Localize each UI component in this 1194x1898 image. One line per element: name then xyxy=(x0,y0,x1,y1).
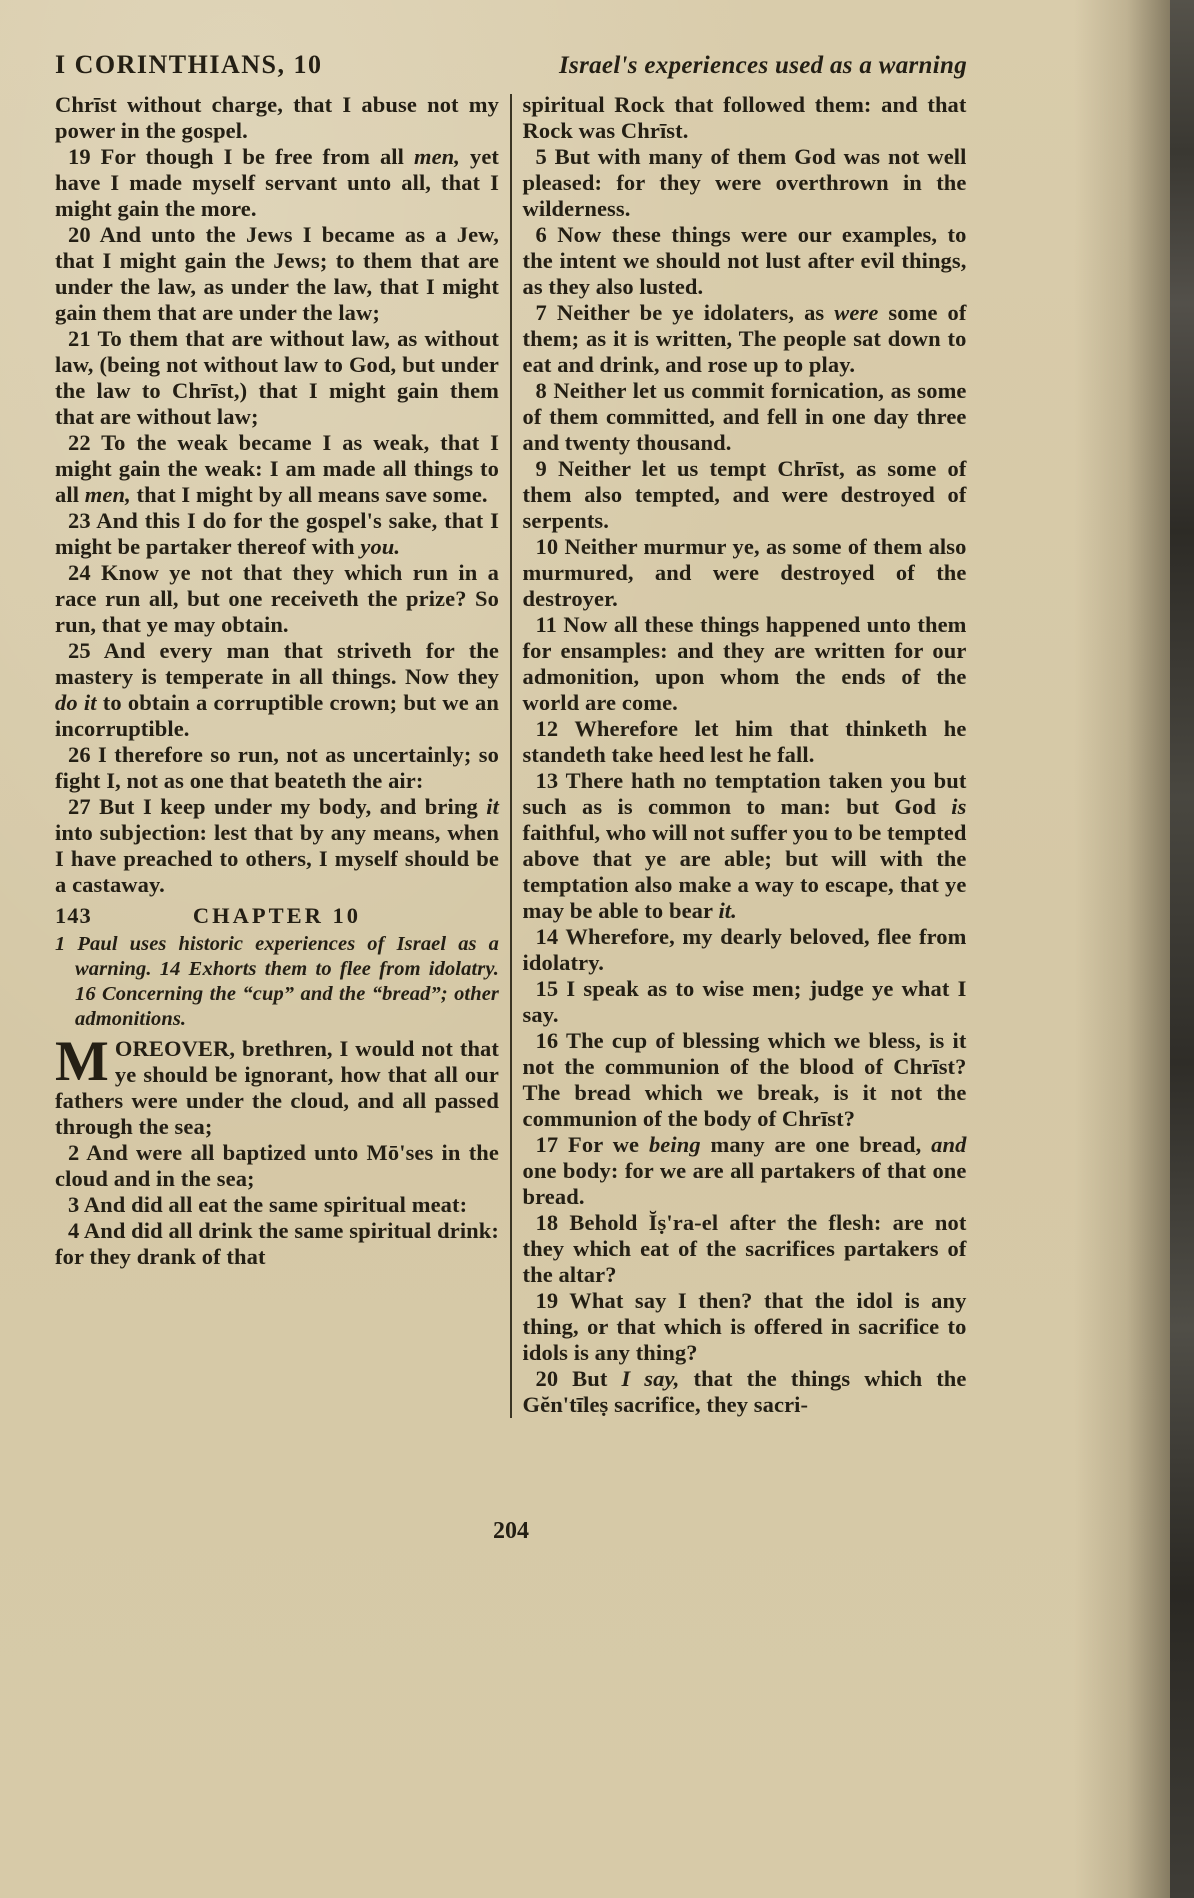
text-run: being xyxy=(648,1132,701,1157)
text-run: 3 And did all eat the same spiritual meat: xyxy=(68,1192,468,1217)
text-run: 12 Wherefore let him that thinketh he standeth take heed lest he fall. xyxy=(522,716,967,767)
verse-paragraph xyxy=(55,638,499,742)
verse-paragraph xyxy=(523,1028,967,1132)
text-run: 9 Neither let us tempt Chrīst, as some of them also tempted, and were destroyed of serpents. xyxy=(522,456,967,533)
verse-paragraph xyxy=(523,456,967,534)
verse-paragraph xyxy=(523,1288,967,1366)
text-run: 25 And every man that striveth for the mastery is temperate in all things. Now they xyxy=(55,638,499,689)
text-run: 18 Behold Ĭṣ'ra-el after the flesh: are not they which eat of the sacrifices partakers of the altar? xyxy=(522,1210,967,1287)
page-curl-shadow xyxy=(1074,0,1170,1898)
left-column xyxy=(55,92,499,1418)
text-run: do it xyxy=(55,690,97,715)
text-run: 4 And did all drink the same spiritual drink: for they drank of that xyxy=(55,1218,499,1269)
verse-paragraph xyxy=(523,534,967,612)
verse-paragraph xyxy=(523,1366,967,1418)
text-run: yet have I made myself servant unto all, that I might gain the more. xyxy=(55,144,499,221)
verse-paragraph xyxy=(55,560,499,638)
text-run: 16 The cup of blessing which we bless, is it not the communion of the blood of Chrīst? The bread which we break, is it not the communion of the body of Chrīst? xyxy=(522,1028,967,1131)
book-chapter-heading: I CORINTHIANS, 10 xyxy=(55,50,323,79)
verse-paragraph xyxy=(55,794,499,898)
verse-paragraph xyxy=(523,976,967,1028)
verse-paragraph xyxy=(523,378,967,456)
text-run: to obtain a corruptible crown; but we an incorruptible. xyxy=(55,690,499,741)
chapter-heading xyxy=(55,903,499,929)
text-run: 8 Neither let us commit fornication, as some of them committed, and fell in one day three and twenty thousand. xyxy=(522,378,967,455)
text-run: men, xyxy=(84,482,131,507)
verse-paragraph xyxy=(55,1030,499,1140)
text-run: faithful, who will not suffer you to be tempted above that ye are able; but will with the temptation also make a way to escape, that ye may be able to bear xyxy=(522,820,967,923)
text-run: 20 But xyxy=(535,1366,622,1391)
chapter-number-note: 143 xyxy=(55,903,92,928)
verse-paragraph xyxy=(523,716,967,768)
verse-paragraph xyxy=(55,326,499,430)
drop-cap: M xyxy=(55,1030,109,1093)
verse-paragraph xyxy=(523,300,967,378)
text-run: OREOVER, brethren, I would not that ye should be ignorant, how that all our fathers were under the cloud, and all passed through the sea; xyxy=(55,1036,499,1139)
book-edge xyxy=(1170,0,1194,1898)
text-run: it. xyxy=(718,898,737,923)
text-run: were xyxy=(834,300,879,325)
text-run: 17 For we xyxy=(535,1132,649,1157)
text-run: 21 To them that are without law, as without law, (being not without law to God, but under the law to Chrīst,) that I might gain them that are without law; xyxy=(55,326,499,429)
verse-paragraph xyxy=(523,92,967,144)
text-run: one body: for we are all partakers of that one bread. xyxy=(522,1158,967,1209)
verse-paragraph xyxy=(523,1210,967,1288)
verse-paragraph xyxy=(523,222,967,300)
verse-paragraph xyxy=(523,144,967,222)
text-run: 13 There hath no temptation taken you but such as is common to man: but God xyxy=(522,768,967,819)
verse-paragraph xyxy=(55,92,499,144)
text-run: some of them; as it is written, The people sat down to eat and drink, and rose up to play. xyxy=(522,300,967,377)
verse-paragraph xyxy=(55,1218,499,1270)
text-run: and xyxy=(931,1132,967,1157)
verse-paragraph xyxy=(523,1132,967,1210)
text-run: 6 Now these things were our examples, to the intent we should not lust after evil things, as they also lusted. xyxy=(522,222,967,299)
column-divider xyxy=(510,94,512,1418)
text-run: 22 To the weak became I as weak, that I might gain the weak: I am made all things to all xyxy=(55,430,499,507)
text-run: Chrīst without charge, that I abuse not my power in the gospel. xyxy=(55,92,499,143)
chapter-title: CHAPTER 10 xyxy=(192,903,362,928)
text-run: 10 Neither murmur ye, as some of them also murmured, and were destroyed of the destroyer. xyxy=(522,534,967,611)
text-run: 1 Paul uses historic experiences of Israel as a warning. 14 Exhorts them to flee from idolatry. 16 Concerning the “cup” and the “bread”; other admonitions. xyxy=(55,933,499,1030)
chapter-summary xyxy=(55,932,499,1032)
text-run: 15 I speak as to wise men; judge ye what I say. xyxy=(522,976,967,1027)
text-run: is xyxy=(951,794,967,819)
text-run: spiritual Rock that followed them: and that Rock was Chrīst. xyxy=(522,92,967,143)
text-run: 5 But with many of them God was not well pleased: for they were overthrown in the wilderness. xyxy=(522,144,967,221)
page-number: 204 xyxy=(493,1518,529,1544)
verse-paragraph xyxy=(523,612,967,716)
text-run: 7 Neither be ye idolaters, as xyxy=(535,300,835,325)
running-head: Israel's experiences used as a warning xyxy=(559,52,967,79)
page-footer xyxy=(55,1518,967,1545)
verse-paragraph xyxy=(55,508,499,560)
verse-paragraph xyxy=(55,1140,499,1192)
text-run: it xyxy=(486,794,499,819)
text-run: 2 And were all baptized unto Mō'ses in the cloud and in the sea; xyxy=(55,1140,499,1191)
text-run: 26 I therefore so run, not as uncertainly; so fight I, not as one that beateth the air: xyxy=(55,742,499,793)
text-run: 20 And unto the Jews I became as a Jew, that I might gain the Jews; to them that are under the law, as under the law, that I might gain them that are under the law; xyxy=(55,222,499,325)
verse-paragraph xyxy=(55,144,499,222)
text-run: many are one bread, xyxy=(700,1132,932,1157)
text-run: 24 Know ye not that they which run in a race run all, but one receiveth the prize? So run, that ye may obtain. xyxy=(55,560,499,637)
text-run: 14 Wherefore, my dearly beloved, flee from idolatry. xyxy=(522,924,967,975)
verse-paragraph xyxy=(523,768,967,924)
text-run: 27 But I keep under my body, and bring xyxy=(68,794,487,819)
text-run: 19 For though I be free from all xyxy=(68,144,414,169)
text-run: I say, xyxy=(621,1366,680,1391)
verse-paragraph xyxy=(55,742,499,794)
verse-paragraph xyxy=(55,222,499,326)
verse-paragraph xyxy=(55,1192,499,1218)
text-run: 11 Now all these things happened unto them for ensamples: and they are written for our admonition, upon whom the ends of the world are come. xyxy=(522,612,967,715)
text-run: men, xyxy=(413,144,460,169)
text-run: 19 What say I then? that the idol is any thing, or that which is offered in sacrifice to idols is any thing? xyxy=(522,1288,967,1365)
text-run: that the things which the Gĕn'tīleṣ sacrifice, they sacri- xyxy=(522,1366,967,1417)
verse-paragraph xyxy=(523,924,967,976)
right-column xyxy=(523,92,967,1418)
text-run: into subjection: lest that by any means, when I have preached to others, I myself should be a castaway. xyxy=(55,820,499,897)
verse-paragraph xyxy=(55,430,499,508)
text-run: that I might by all means save some. xyxy=(130,482,488,507)
text-run: you. xyxy=(360,534,401,559)
text-run: 23 And this I do for the gospel's sake, that I might be partaker thereof with xyxy=(55,508,499,559)
text-columns xyxy=(55,92,967,1418)
page-header xyxy=(55,50,967,80)
